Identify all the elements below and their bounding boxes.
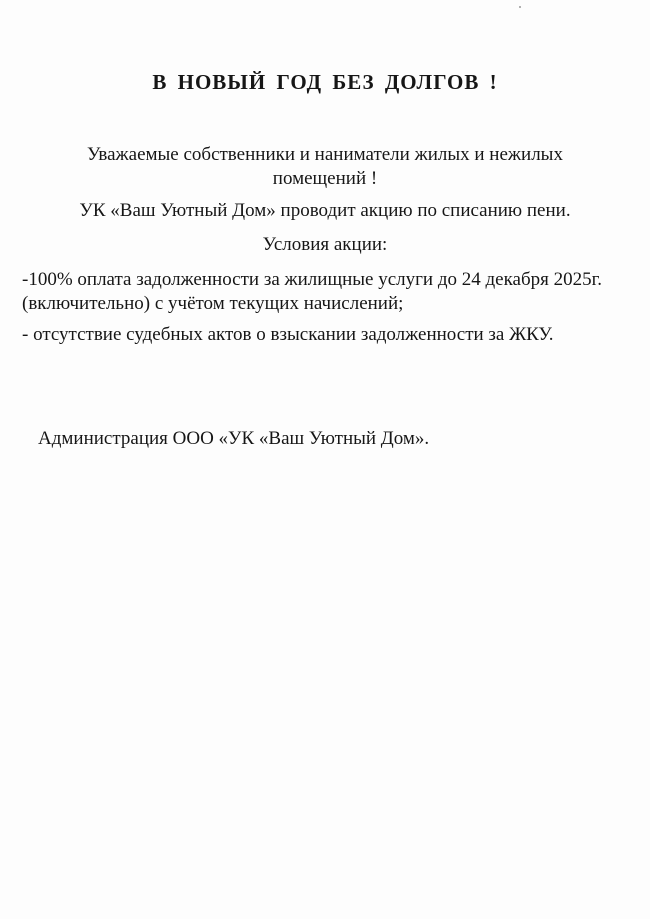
announcement-text: УК «Ваш Уютный Дом» проводит акцию по списанию пени. [79, 200, 571, 221]
conditions-heading: Условия акции: [262, 234, 388, 255]
condition-item: - отсутствие судебных актов о взыскании задолженности за ЖКУ. [22, 324, 554, 345]
greeting-text: Уважаемые собственники и наниматели жилых и нежилых помещений ! [87, 144, 563, 189]
condition-item: -100% оплата задолженности за жилищные услуги до 24 декабря 2025г. (включительно) с учётом текущих начислений; [22, 269, 603, 314]
signature-text: Администрация ООО «УК «Ваш Уютный Дом». [38, 428, 430, 449]
scan-speck [519, 6, 521, 8]
document-title: В НОВЫЙ ГОД БЕЗ ДОЛГОВ ! [152, 70, 498, 94]
